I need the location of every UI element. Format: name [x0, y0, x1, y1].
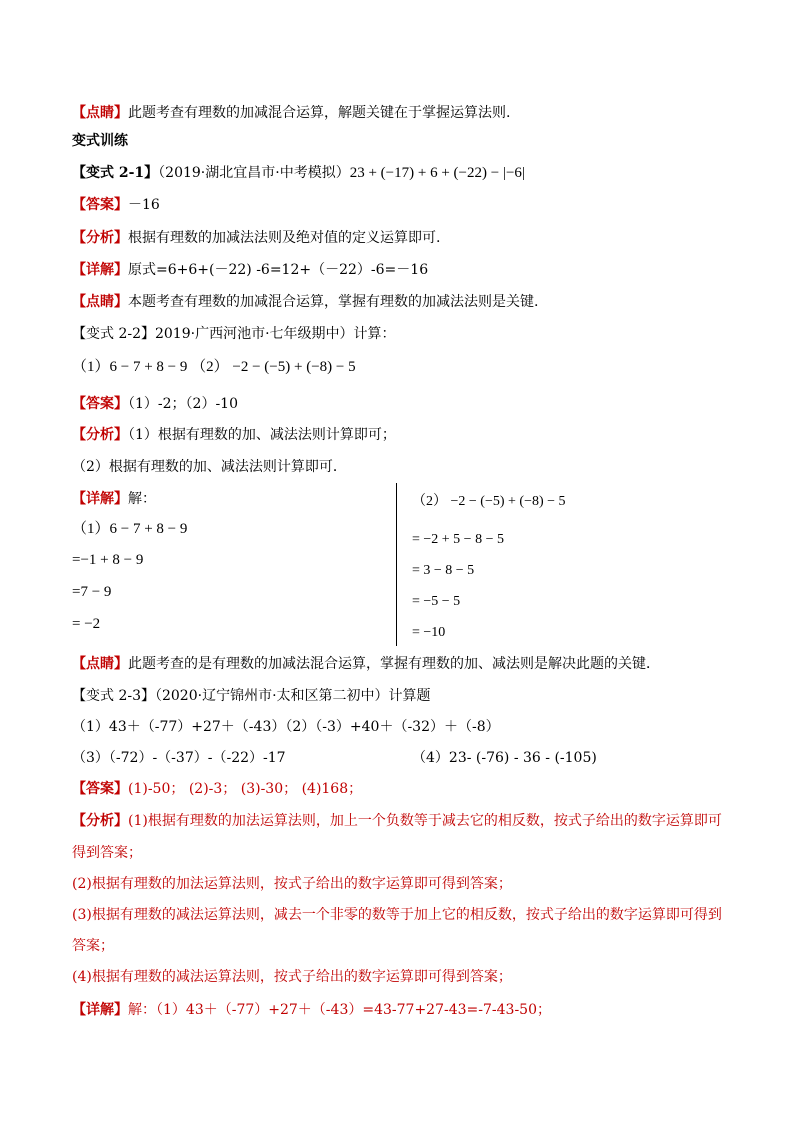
answer-line-3	[72, 779, 362, 799]
analysis-line-2b: （2）根据有理数的加、减法法则计算即可．	[72, 459, 347, 475]
answer-text: (1)-50； (2)-3； (3)-30； (4)168；	[128, 781, 363, 797]
remark-line-1	[72, 103, 510, 123]
solution-left-step-3: =7 − 9	[72, 584, 112, 600]
detail-text: 解：	[128, 491, 156, 507]
remark-tag: 【点睛】	[72, 105, 128, 121]
solution-right-step-3: = 3 − 8 − 5	[412, 563, 475, 578]
analysis-line-1	[72, 228, 440, 248]
detail-text: 解：（1）43＋（-77）+27＋（-43）=43-77+27-43=-7-43-50；	[128, 1002, 551, 1018]
analysis-tag: 【分析】	[72, 813, 128, 829]
detail-tag: 【详解】	[72, 491, 128, 507]
analysis-text: (1)根据有理数的加法运算法则，加上一个负数等于减去它的相反数，按式子给出的数字运算即可	[128, 813, 722, 829]
section-heading: 变式训练	[72, 133, 128, 149]
variant-2-2-heading: 【变式 2-2】2019·广西河池市·七年级期中）计算：	[72, 326, 396, 342]
analysis-line-3d: (3)根据有理数的减法运算法则，减去一个非零的数等于加上它的相反数，按式子给出的数字运算即可得到	[72, 907, 722, 923]
variant-2-3-problem-4: （4）23- (-76) - 36 - (-105)	[412, 750, 597, 766]
solution-right-step-2: = −2 + 5 − 8 − 5	[412, 532, 504, 547]
detail-tag: 【详解】	[72, 262, 128, 278]
analysis-text: 根据有理数的加减法法则及绝对值的定义运算即可.	[128, 230, 441, 246]
remark-text: 此题考查的是有理数的加减法混合运算，掌握有理数的加、减法则是解决此题的关键．	[128, 656, 660, 672]
detail-line-3	[72, 1000, 551, 1020]
variant-2-3-problem-3: （3）（-72）-（-37）-（-22）-17	[72, 750, 286, 766]
column-divider	[396, 483, 397, 646]
solution-left-step-2: =−1 + 8 − 9	[72, 552, 144, 568]
remark-text: 此题考查有理数的加减混合运算，解题关键在于掌握运算法则.	[128, 105, 511, 121]
variant-tag: 【变式 2-1】	[72, 165, 159, 181]
variant-2-2-problems: （1）6 − 7 + 8 − 9 （2） −2 − (−5) + (−8) − 5	[72, 359, 356, 375]
analysis-tag: 【分析】	[72, 427, 128, 443]
remark-line-3	[72, 654, 660, 674]
solution-right-step-1: （2） −2 − (−5) + (−8) − 5	[412, 494, 566, 509]
analysis-line-3	[72, 811, 722, 831]
answer-text: （1）-2；（2）-10	[128, 396, 238, 412]
variant-source: （2019·湖北宜昌市·中考模拟）	[158, 165, 350, 181]
analysis-line-3f: (4)根据有理数的减法运算法则，按式子给出的数字运算即可得到答案；	[72, 969, 512, 985]
remark-line-2	[72, 292, 538, 312]
analysis-line-3e: 答案；	[72, 938, 114, 954]
solution-right-step-5: = −10	[412, 625, 446, 640]
analysis-line-3c: (2)根据有理数的加法运算法则，按式子给出的数字运算即可得到答案；	[72, 876, 512, 892]
analysis-line-3b: 得到答案；	[72, 845, 142, 861]
answer-text: －16	[128, 197, 160, 213]
remark-tag: 【点睛】	[72, 294, 128, 310]
solution-left-step-1: （1）6 − 7 + 8 − 9	[72, 521, 188, 537]
analysis-text: （1）根据有理数的加、减法法则计算即可；	[128, 427, 396, 443]
remark-tag: 【点睛】	[72, 656, 128, 672]
variant-expression: 23 + (−17) + 6 + (−22) − |−6|	[349, 165, 525, 181]
detail-line-2	[72, 489, 156, 509]
solution-left-step-4: = −2	[72, 616, 101, 632]
answer-tag: 【答案】	[72, 197, 128, 213]
detail-tag: 【详解】	[72, 1002, 128, 1018]
variant-2-3-heading: 【变式 2-3】（2020·辽宁锦州市·太和区第二初中）计算题	[72, 688, 431, 704]
analysis-tag: 【分析】	[72, 230, 128, 246]
answer-line-2	[72, 394, 238, 414]
detail-text: 原式=6+6+(－22) -6=12+（－22）-6=－16	[128, 262, 429, 278]
answer-line-1	[72, 195, 160, 215]
solution-right-step-4: = −5 − 5	[412, 594, 461, 609]
variant-2-3-problems-1: （1）43＋（-77）+27＋（-43）（2）（-3）+40＋（-32）＋（-8）	[72, 719, 500, 735]
answer-tag: 【答案】	[72, 396, 128, 412]
remark-text: 本题考查有理数的加减混合运算，掌握有理数的加减法法则是关键.	[128, 294, 539, 310]
detail-line-1	[72, 260, 428, 280]
analysis-line-2	[72, 425, 396, 445]
variant-2-1-heading	[72, 163, 525, 183]
answer-tag: 【答案】	[72, 781, 128, 797]
